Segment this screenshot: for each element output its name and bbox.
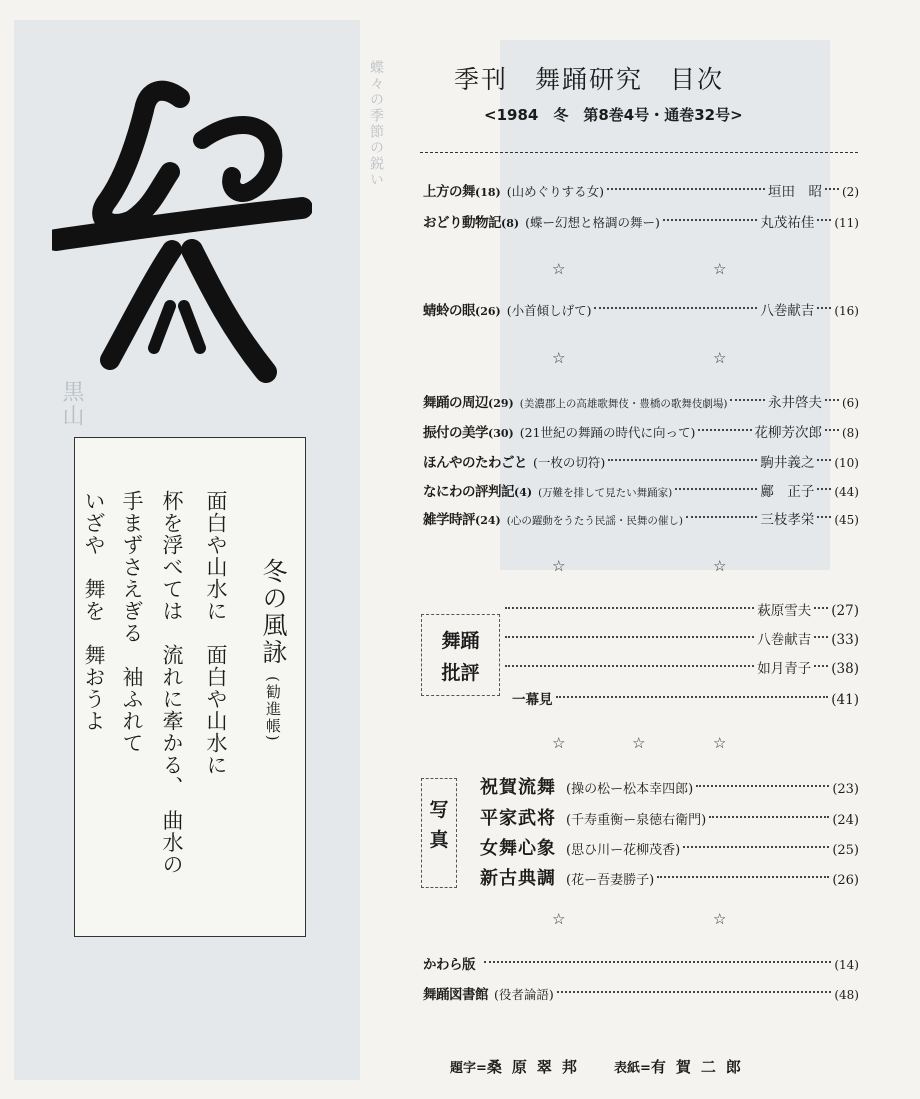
dot-leader (505, 607, 754, 609)
toc-page: (16) (834, 304, 859, 318)
dot-leader (698, 429, 751, 431)
dot-leader (594, 307, 757, 309)
toc-title: おどり動物記 (423, 215, 501, 231)
toc-author: 垣田 昭 (768, 184, 822, 200)
dot-leader (825, 399, 839, 401)
critique-page: (38) (831, 661, 859, 677)
photo-title: 平家武将 (480, 808, 556, 829)
calligraphy-credit-label: 題字= (450, 1061, 487, 1076)
show-through-text: 黒山 (59, 380, 84, 428)
photo-subtitle: (思ひ川ー花柳茂香) (566, 843, 681, 858)
toc-title: 雑学時評 (423, 512, 475, 528)
toc-subtitle: (一枚の切符) (533, 455, 606, 470)
dot-leader (814, 665, 828, 667)
dot-leader (505, 636, 754, 638)
toc-number: (8) (501, 217, 520, 230)
dot-leader (709, 816, 829, 818)
photo-title: 新古典調 (480, 868, 556, 889)
toc-entry[interactable] (423, 300, 859, 322)
toc-entry[interactable] (423, 212, 859, 234)
dot-leader (817, 516, 831, 518)
critique-entry[interactable] (502, 599, 859, 621)
toc-number: (26) (475, 305, 501, 318)
critique-entry[interactable] (502, 657, 859, 679)
dot-leader (557, 991, 832, 993)
toc-title: 舞踊図書館 (423, 987, 488, 1003)
dot-leader (825, 188, 839, 190)
photo-entry[interactable] (480, 804, 859, 830)
toc-number: (24) (475, 514, 501, 527)
dot-leader (814, 636, 828, 638)
photo-entry[interactable] (480, 864, 859, 890)
toc-author: 永井啓夫 (768, 395, 822, 411)
toc-subtitle: (小首傾しげて) (506, 303, 592, 318)
star-divider: ☆ (552, 349, 566, 367)
star-divider: ☆ (713, 557, 727, 575)
issue-info: <1984 冬 第8巻4号・通巻32号> (484, 106, 743, 124)
toc-entry[interactable] (423, 509, 859, 531)
toc-title: 上方の舞 (423, 184, 475, 200)
toc-number: (29) (488, 397, 514, 410)
photo-subtitle: (操の松ー松本幸四郎) (566, 782, 694, 797)
dot-leader (556, 696, 829, 698)
toc-page: (2) (842, 185, 859, 199)
cover-credit-name: 有賀二郎 (650, 1058, 751, 1076)
toc-title: 振付の美学 (423, 425, 488, 441)
toc-title: 蜻蛉の眼 (423, 303, 475, 319)
show-through-text: 蝶々の季節の鋭い (368, 60, 384, 188)
photo-page: (26) (832, 873, 859, 888)
star-divider: ☆ (552, 557, 566, 575)
star-divider: ☆ (552, 734, 566, 752)
dot-leader (686, 516, 757, 518)
toc-subtitle: (蝶ー幻想と格調の舞ー) (525, 215, 660, 230)
dot-leader (814, 607, 828, 609)
poem-subtitle: (勧進帳) (264, 675, 282, 743)
toc-entry[interactable] (423, 954, 859, 976)
poem-line-2: 杯を浮べては 流れに牽かる、 曲水の (160, 490, 184, 876)
toc-title: かわら版 (423, 957, 475, 973)
poem-line-1: 面白や山水に 面白や山水に (204, 490, 228, 776)
dot-leader (730, 399, 765, 401)
toc-subtitle: (役者論語) (494, 987, 554, 1002)
dot-leader (608, 459, 757, 461)
critique-page: (33) (831, 632, 859, 648)
dot-leader (817, 488, 831, 490)
critique-author: 如月青子 (757, 661, 812, 677)
toc-author: 駒井義之 (760, 455, 815, 471)
dot-leader (484, 961, 831, 963)
star-divider: ☆ (713, 260, 727, 278)
star-divider: ☆ (632, 734, 646, 752)
poem-title-text: 冬の風詠 (259, 558, 288, 666)
dot-leader (657, 876, 829, 878)
toc-entry[interactable] (423, 422, 859, 444)
dot-leader (663, 219, 758, 221)
critique-section-label (421, 614, 500, 696)
toc-title: なにわの評判記 (423, 484, 514, 500)
dot-leader (683, 846, 829, 848)
star-divider: ☆ (713, 349, 727, 367)
toc-title: 舞踊の周辺 (423, 395, 488, 411)
toc-author: 丸茂祐佳 (760, 215, 815, 231)
photo-section-label: 写真 (421, 778, 457, 888)
toc-author: 花柳芳次郎 (754, 425, 822, 441)
dot-leader (607, 188, 765, 190)
toc-entry[interactable] (423, 392, 859, 414)
toc-number: (4) (514, 486, 533, 499)
toc-page: (8) (842, 426, 859, 440)
toc-entry[interactable] (423, 181, 859, 203)
critique-entry[interactable] (502, 628, 859, 650)
critique-title: 一幕見 (512, 692, 553, 708)
dot-leader (825, 429, 839, 431)
critique-page: (27) (831, 603, 859, 619)
critique-author: 八巻献吉 (757, 632, 812, 648)
toc-page: (44) (834, 485, 859, 499)
photo-title: 女舞心象 (480, 838, 556, 859)
star-divider: ☆ (552, 910, 566, 928)
photo-page: (25) (832, 843, 859, 858)
credits (450, 1056, 751, 1077)
toc-subtitle: (万難を排して見たい舞踊家) (538, 487, 673, 499)
dot-leader (817, 307, 831, 309)
toc-subtitle: (心の躍動をうたう民謡・民舞の催し) (506, 515, 683, 527)
toc-page: (14) (834, 958, 859, 972)
magazine-title: 季刊 舞踊研究 目次 (454, 65, 725, 94)
star-divider: ☆ (713, 910, 727, 928)
dot-leader (505, 665, 754, 667)
toc-page: (10) (834, 456, 859, 470)
poem-box (74, 437, 306, 937)
toc-entry[interactable] (423, 481, 859, 503)
toc-entry[interactable] (423, 452, 859, 474)
dot-leader (817, 459, 831, 461)
toc-page: (48) (834, 988, 859, 1002)
dot-leader (675, 488, 757, 490)
toc-page: (11) (834, 216, 859, 230)
cover-credit-label: 表紙= (613, 1061, 651, 1076)
dot-leader (817, 219, 831, 221)
photo-page: (24) (832, 813, 859, 828)
toc-subtitle: (山めぐりする女) (506, 184, 604, 199)
toc-page: (45) (834, 513, 859, 527)
toc-title: ほんやのたわごと (423, 455, 527, 471)
star-divider: ☆ (552, 260, 566, 278)
photo-page: (23) (832, 782, 859, 797)
poem-line-4: いざや 舞を 舞おうよ (82, 490, 106, 732)
toc-subtitle: (美濃郡上の高雄歌舞伎・豊橋の歌舞伎劇場) (519, 398, 728, 410)
critique-author: 萩原雪夫 (757, 603, 812, 619)
toc-subtitle: (21世紀の舞踊の時代に向って) (519, 425, 696, 440)
toc-author: 三枝孝栄 (760, 512, 815, 528)
dot-leader (696, 785, 829, 787)
critique-page: (41) (831, 692, 859, 708)
critique-label-line-1: 舞踊 (441, 630, 480, 652)
calligraphy-winter-character (52, 80, 312, 390)
toc-author: 八巻献吉 (760, 303, 815, 319)
toc-entry[interactable] (423, 984, 859, 1006)
poem-line-3: 手まずさえぎる 袖ふれて (120, 490, 144, 754)
star-divider: ☆ (713, 734, 727, 752)
toc-number: (18) (475, 186, 501, 199)
toc-page: (6) (842, 396, 859, 410)
toc-number: (30) (488, 427, 514, 440)
photo-title: 祝賀流舞 (480, 777, 556, 798)
photo-entry[interactable] (480, 834, 859, 860)
critique-entry[interactable] (512, 688, 859, 710)
critique-label-line-2: 批評 (441, 662, 480, 684)
toc-author: 鄺 正子 (760, 484, 815, 500)
header-divider (420, 152, 858, 153)
poem-title (255, 558, 291, 743)
photo-subtitle: (千寿重衡ー泉徳右衛門) (566, 813, 707, 828)
calligraphy-credit-name: 桑原翠邦 (486, 1058, 587, 1076)
photo-subtitle: (花ー吾妻勝子) (566, 873, 655, 888)
photo-entry[interactable] (480, 773, 859, 799)
